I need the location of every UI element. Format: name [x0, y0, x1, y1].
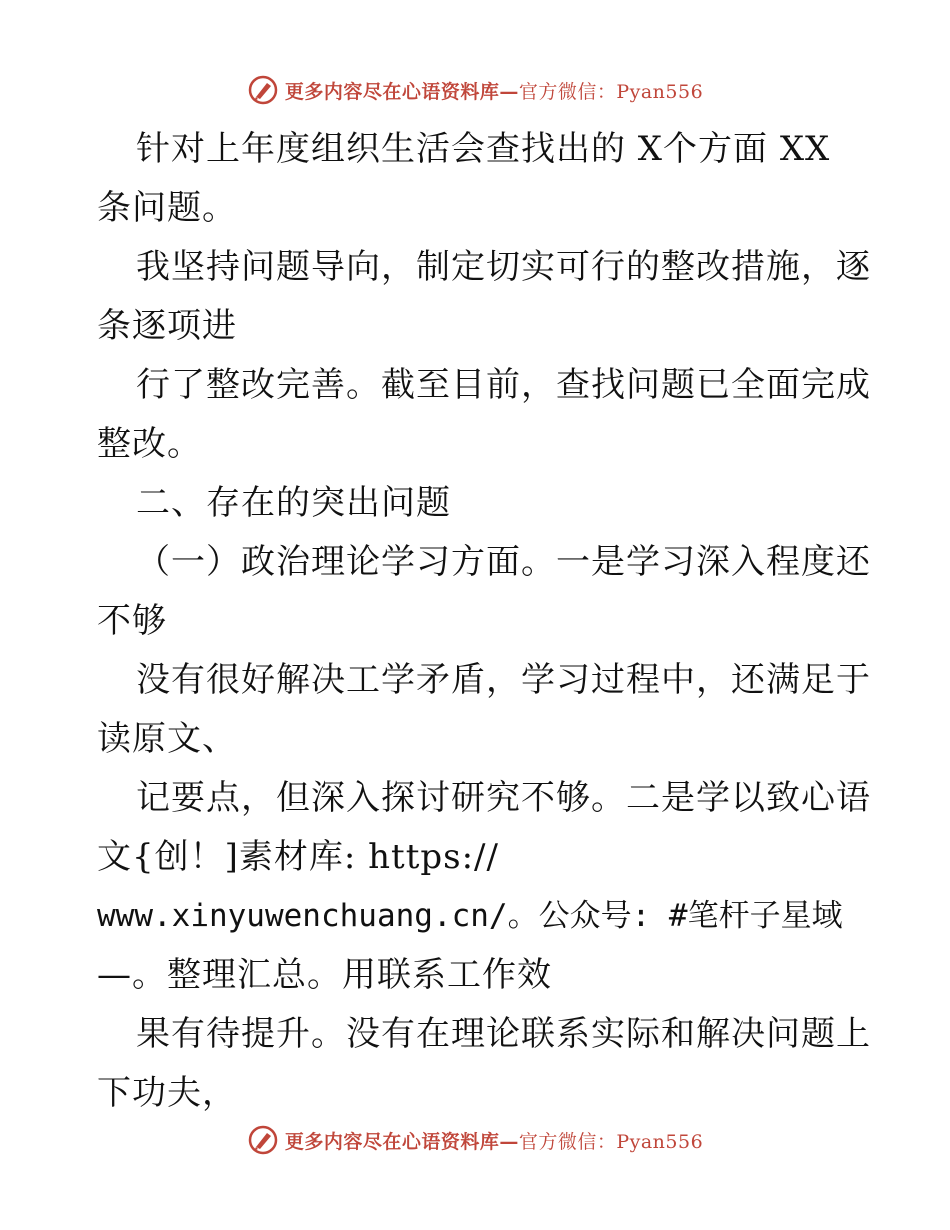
quill-pen-icon	[247, 1124, 279, 1156]
banner-wechat-text: 官方微信：Pyan556	[518, 1130, 704, 1153]
body-line: —。整理汇总。用联系工作效	[97, 955, 552, 995]
body-line: 条问题。	[97, 188, 237, 228]
body-line: 读原文、	[97, 719, 237, 759]
body-line: 下功夫，	[97, 1073, 237, 1113]
body-line: 没有很好解决工学矛盾，学习过程中，还满足于	[136, 660, 871, 700]
body-line: 果有待提升。没有在理论联系实际和解决问题上	[136, 1014, 871, 1054]
banner-wechat-text: 官方微信：Pyan556	[518, 80, 704, 103]
body-line: 行了整改完善。截至目前，查找问题已全面完成	[136, 365, 871, 405]
body-line: 我坚持问题导向，制定切实可行的整改措施，逐	[136, 247, 871, 287]
body-line: 针对上年度组织生活会查找出的 X个方面 XX	[136, 129, 831, 169]
subsection-heading: （一）政治理论学习方面。一是学习深入程度还	[136, 542, 871, 582]
footer-banner	[0, 1120, 950, 1160]
body-line-url: www.xinyuwenchuang.cn/。公众号: #笔杆子星域	[97, 898, 843, 934]
document-body	[97, 120, 871, 1123]
body-line: 条逐项进	[97, 306, 237, 346]
banner-lead-text: 更多内容尽在心语资料库—	[284, 80, 519, 103]
body-line: 文{创！]素材库: https://	[97, 837, 499, 877]
body-line: 记要点，但深入探讨研究不够。二是学以致心语	[136, 778, 871, 818]
section-heading: 二、存在的突出问题	[136, 483, 451, 523]
banner-lead-text: 更多内容尽在心语资料库—	[284, 1130, 519, 1153]
quill-pen-icon	[247, 74, 279, 106]
body-line: 整改。	[97, 424, 202, 464]
header-banner	[0, 70, 950, 110]
body-line: 不够	[97, 601, 167, 641]
